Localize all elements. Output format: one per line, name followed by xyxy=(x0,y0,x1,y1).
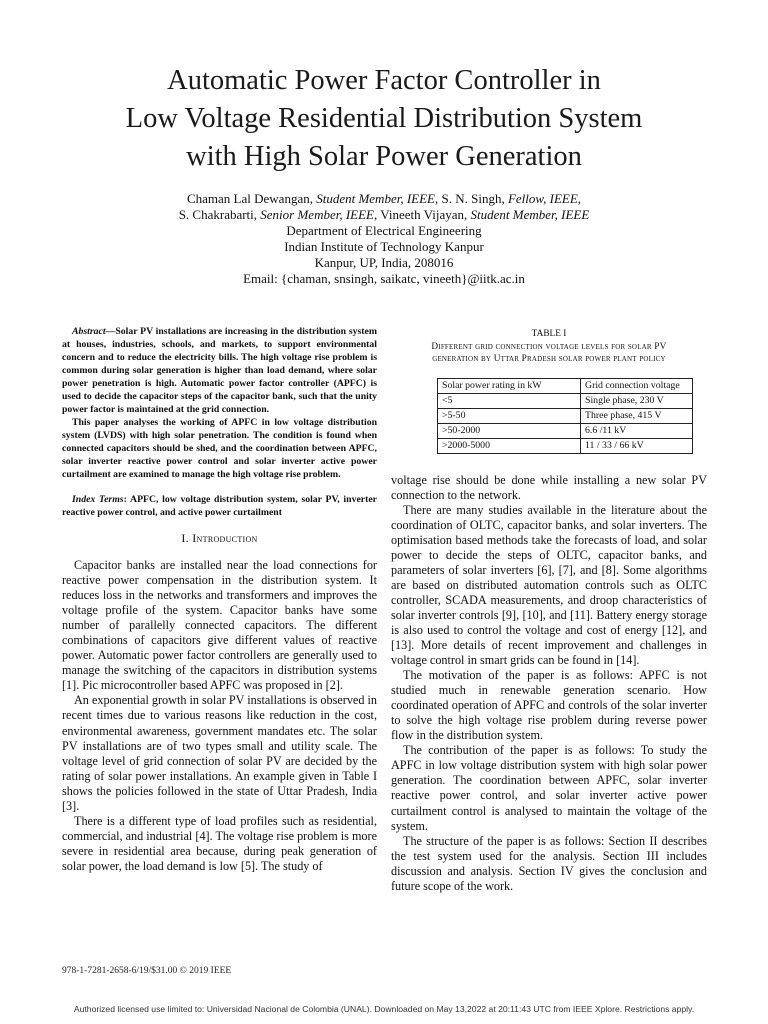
institute: Indian Institute of Technology Kanpur xyxy=(284,239,484,254)
table-cell: 6.6 /11 kV xyxy=(581,423,693,438)
table-label: TABLE I xyxy=(531,329,567,339)
isbn-footer: 978-1-7281-2658-6/19/$31.00 © 2019 IEEE xyxy=(62,966,232,976)
abstract-text-1: —Solar PV installations are increasing in the distribution system at houses, industries, schools, and markets, to support environmental concern and to reduce the electricity bills. The high voltage rise problem is common during solar generation is higher than load demand, where solar power penetration is high. Automatic power factor controller (APFC) is used to decide the capacitor steps of the capacitor bank, such that the unity power factor is maintained at the grid connection. xyxy=(62,326,377,415)
table-row xyxy=(438,393,693,408)
author-3-role: Senior Member, IEEE xyxy=(260,207,374,222)
table-row xyxy=(438,438,693,453)
author-block xyxy=(40,191,728,287)
author-4-role: Student Member, IEEE xyxy=(470,207,590,222)
table-header-cell: Grid connection voltage xyxy=(581,378,693,393)
table-header-row xyxy=(438,378,693,393)
author-3-name: S. Chakrabarti, xyxy=(178,207,261,222)
abstract xyxy=(62,325,377,481)
author-2-role: Fellow, IEEE xyxy=(507,191,578,206)
table-cell: >5-50 xyxy=(438,408,581,423)
table-header-cell: Solar power rating in kW xyxy=(438,378,581,393)
intro-paragraph-2: An exponential growth in solar PV installations is observed in recent times due to various reasons like reduction in the cost, environmental awareness, government mandates etc. The solar PV installations are of two types small and utility scale. The voltage level of grid connection of solar PV are decided by the rating of solar power installations. An example given in Table I shows the policies followed in the state of Uttar Pradesh, India [3]. xyxy=(62,693,377,813)
author-1-name: Chaman Lal Dewangan, xyxy=(186,191,317,206)
literature-paragraph: There are many studies available in the literature about the coordination of OLTC, capacitor banks, and solar inverters. The optimisation based methods take the forecasts of load, and solar power to decide the steps of OLTC, capacitor banks, and parameters of solar inverters [6], [7], and [8]. Some algorithms are based on distributed automation controls such as OLTC controller, SCADA measurements, and droop characteristics of solar inverter controls [9], [10], and [11]. Battery energy storage is also used to control the voltage and cost of energy [12], and [13]. More details of recent improvement and challenges in voltage control in smart grids can be found in [14]. xyxy=(391,502,707,668)
author-1-role: Student Member, IEEE xyxy=(316,191,435,206)
motivation-paragraph: The motivation of the paper is as follows: APFC is not studied much in renewable generation scenario. How coordinated operation of APFC and controls of the solar inverter to solve the high voltage rise problem during reverse power flow in the distribution system. xyxy=(391,668,707,743)
address: Kanpur, UP, India, 208016 xyxy=(314,255,454,270)
table-caption xyxy=(391,328,707,366)
index-terms-text: : APFC, low voltage distribution system, solar PV, inverter reactive power control, and active power curtailment xyxy=(62,494,377,518)
title-line-1: Automatic Power Factor Controller in xyxy=(167,65,601,96)
intro-paragraph-1: Capacitor banks are installed near the load connections for reactive power compensation in the distribution system. It reduces loss in the networks and transformers and improves the voltage profile of the system. Capacitor banks have some number of parallelly connected capacitors. The different combinations of capacitors give different values of reactive power. Automatic power factor controllers are generally used to manage the switching of the capacitors in distribution systems [1]. Pic microcontroller based APFC was proposed in [2]. xyxy=(62,558,377,693)
contribution-paragraph: The contribution of the paper is as follows: To study the APFC in low voltage distribution system with high solar power generation. The coordination between APFC, solar inverter reactive power control, and solar inverter active power curtailment control is analysed to maintain the voltage of the system. xyxy=(391,743,707,833)
table-cell: >2000-5000 xyxy=(438,438,581,453)
department: Department of Electrical Engineering xyxy=(286,223,482,238)
abstract-paragraph-1 xyxy=(62,325,377,416)
right-column xyxy=(391,328,707,894)
grid-connection-table xyxy=(437,378,693,454)
table-cell: <5 xyxy=(438,393,581,408)
table-caption-line-1: Different grid connection voltage levels for solar PV xyxy=(431,341,667,352)
abstract-label: Abstract xyxy=(72,326,106,337)
structure-paragraph: The structure of the paper is as follows: Section II describes the test system used for the analysis. Section III includes discussion and analysis. Section IV gives the conclusion and future scope of the work. xyxy=(391,833,707,893)
index-terms-label: Index Terms xyxy=(72,494,124,505)
license-footer: Authorized licensed use limited to: Universidad Nacional de Colombia (UNAL). Downloaded on May 13,2022 at 20:11:43 UTC from IEEE Xplore. Restrictions apply. xyxy=(73,1004,695,1014)
author-2-name: , S. N. Singh, xyxy=(435,191,508,206)
title-line-3: with High Solar Power Generation xyxy=(186,141,582,172)
abstract-paragraph-2: This paper analyses the working of APFC in low voltage distribution system (LVDS) with high solar penetration. The condition is found when connected capacitors should be shed, and the coordination between APFC, solar inverter reactive power control and solar inverter active power curtailment are examined to manage the high voltage rise problem. xyxy=(62,417,377,480)
intro-paragraph-3: There is a different type of load profiles such as residential, commercial, and industrial [4]. The voltage rise problem is more severe in residential area because, during peak generation of solar power, the load demand is low [5]. The study of xyxy=(62,813,377,873)
continued-paragraph: voltage rise should be done while installing a new solar PV connection to the network. xyxy=(391,472,707,502)
right-column-body xyxy=(391,473,707,894)
left-column xyxy=(62,325,377,874)
table-cell: Three phase, 415 V xyxy=(581,408,693,423)
table-cell: Single phase, 230 V xyxy=(581,393,693,408)
introduction-body xyxy=(62,558,377,874)
email: Email: {chaman, snsingh, saikatc, vineeth}@iitk.ac.in xyxy=(243,271,525,286)
section-heading-introduction: I. Introduction xyxy=(181,531,258,545)
table-caption-line-2: generation by Uttar Pradesh solar power plant policy xyxy=(432,354,666,364)
author-line-1-end: , xyxy=(577,191,582,206)
author-line-2 xyxy=(40,207,728,223)
title-line-2: Low Voltage Residential Distribution System xyxy=(125,103,643,134)
author-4-name: , Vineeth Vijayan, xyxy=(374,207,471,222)
paper-title xyxy=(40,62,728,176)
table-cell: >50-2000 xyxy=(438,423,581,438)
table-cell: 11 / 33 / 66 kV xyxy=(581,438,693,453)
table-row xyxy=(438,423,693,438)
index-terms xyxy=(62,493,377,519)
table-row xyxy=(438,408,693,423)
author-line-1 xyxy=(40,191,728,207)
